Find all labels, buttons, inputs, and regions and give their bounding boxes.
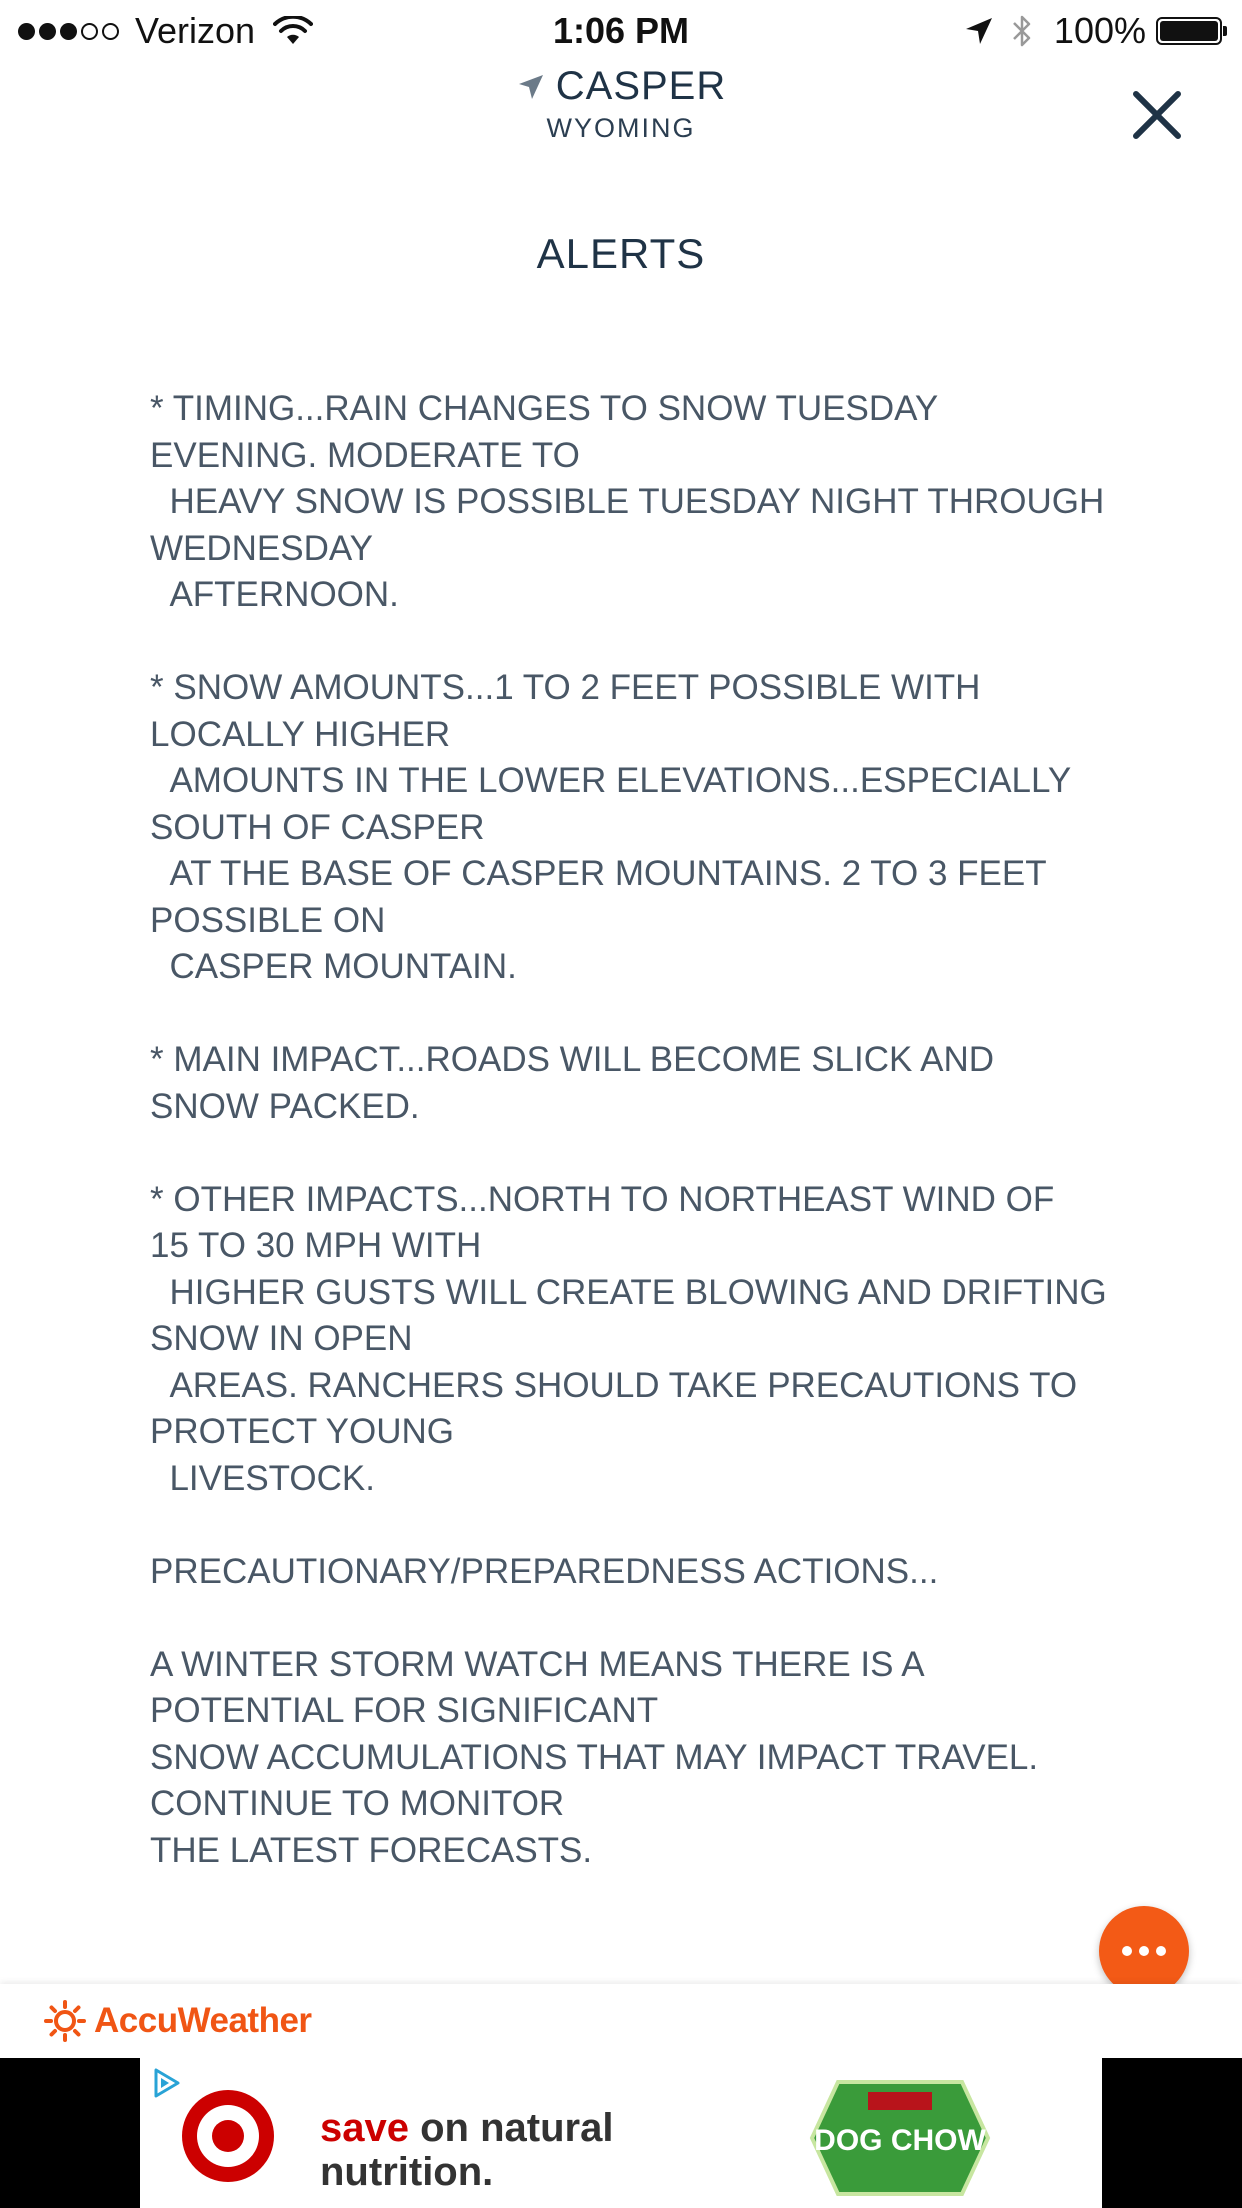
city-name: CASPER	[555, 64, 727, 108]
battery-nub	[1223, 26, 1227, 36]
page-title: ALERTS	[536, 230, 706, 277]
brand-strip	[0, 1984, 1242, 2058]
battery-icon	[1156, 17, 1222, 45]
sun-icon	[44, 2000, 86, 2042]
city-row	[516, 64, 727, 109]
product-logo	[808, 2078, 992, 2198]
more-dots-icon	[1119, 1945, 1169, 1957]
adchoices-icon[interactable]	[150, 2066, 184, 2100]
brand-name: AccuWeather	[94, 2001, 312, 2040]
status-bar	[0, 0, 1242, 60]
target-logo-icon	[180, 2088, 276, 2184]
battery-percent: 100%	[1053, 10, 1146, 51]
bluetooth-icon	[1010, 14, 1034, 48]
location-label	[0, 64, 1242, 144]
state-name: WYOMING	[546, 113, 696, 143]
location-services-icon	[964, 16, 994, 46]
ad-headline-rest: on natural	[408, 2106, 614, 2150]
more-button[interactable]	[1099, 1906, 1189, 1996]
ad-headline-save: save	[320, 2106, 409, 2150]
alert-description: * TIMING...RAIN CHANGES TO SNOW TUESDAY EVENING. MODERATE TO HEAVY SNOW IS POSSIBLE TUESDAY NIGHT THROUGH WEDNESDAY AFTERNOON. * SNOW AMOUNTS...1 TO 2 FEET POSSIBLE WITH LOCALLY HIGHER AMOUNTS IN THE LOWER ELEVATIONS...ESPECIALLY SOUTH OF CASPER AT THE BASE OF CASPER MOUNTAINS. 2 TO 3 FEET POSSIBLE ON CASPER MOUNTAIN. * MAIN IMPACT...ROADS WILL BECOME SLICK AND SNOW PACKED. * OTHER IMPACTS...NORTH TO NORTHEAST WIND OF 15 TO 30 MPH WITH HIGHER GUSTS WILL CREATE BLOWING AND DRIFTING SNOW IN OPEN AREAS. RANCHERS SHOULD TAKE PRECAUTIONS TO PROTECT YOUNG LIVESTOCK. PRECAUTIONARY/PREPAREDNESS ACTIONS... A WINTER STORM WATCH MEANS THERE IS A POTENTIAL FOR SIGNIFICANT SNOW ACCUMULATIONS THAT MAY IMPACT TRAVEL. CONTINUE TO MONITOR THE LATEST FORECASTS.	[150, 389, 1107, 1870]
brand-logo[interactable]	[44, 2000, 312, 2042]
ad-content[interactable]	[140, 2058, 1102, 2208]
ad-headline-line2: nutrition.	[320, 2150, 494, 2194]
product-logo-text: DOG CHOW	[814, 2124, 986, 2157]
carrier-name: Verizon	[135, 10, 256, 51]
close-icon	[1128, 86, 1186, 144]
status-time: 1:06 PM	[552, 10, 690, 51]
close-button[interactable]	[1128, 86, 1186, 144]
battery-fill	[1160, 21, 1218, 41]
location-arrow-icon	[516, 72, 546, 102]
ad-banner[interactable]	[0, 2058, 1242, 2208]
status-right	[964, 10, 1222, 52]
header	[0, 60, 1242, 160]
ad-headline	[320, 2106, 613, 2194]
